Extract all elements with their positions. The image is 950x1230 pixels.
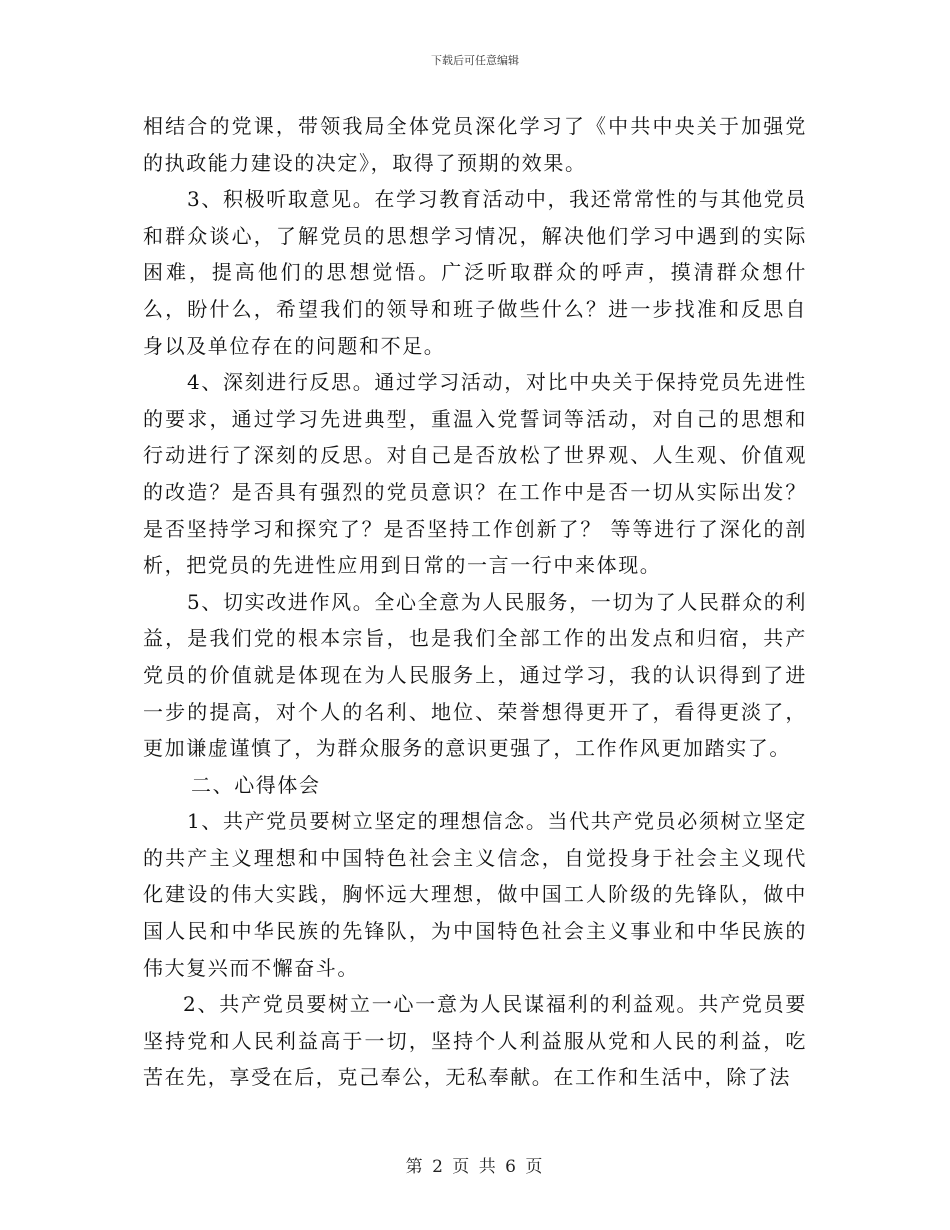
- paragraph-item-5: 5、切实改进作风。全心全意为人民服务，一切为了人民群众的利益，是我们党的根本宗旨，也是我们全部工作的出发点和归宿，共产党员的价值就是体现在为人民服务上，通过学习，我的认识得到了进一步的提高，对个人的名利、地位、荣誉想得更开了，看得更淡了，更加谦虚谨慎了，为群众服务的意识更强了，工作作风更加踏实了。: [143, 589, 807, 761]
- paragraph-continuation: 相结合的党课，带领我局全体党员深化学习了《中共中央关于加强党的执政能力建设的决定》，取得了预期的效果。: [143, 114, 807, 175]
- page-footer-number: 第 2 页 共 6 页: [405, 1157, 545, 1177]
- paragraph-insight-1: 1、共产党员要树立坚定的理想信念。当代共产党员必须树立坚定的共产主义理想和中国特色社会主义信念，自觉投身于社会主义现代化建设的伟大实践，胸怀远大理想，做中国工人阶级的先锋队，做中国人民和中华民族的先锋队，为中国特色社会主义事业和中华民族的伟大复兴而不懈奋斗。: [143, 809, 807, 980]
- document-body: [143, 108, 807, 1096]
- paragraph-item-4: 4、深刻进行反思。通过学习活动，对比中央关于保持党员先进性的要求，通过学习先进典型，重温入党誓词等活动，对自己的思想和行动进行了深刻的反思。对自己是否放松了世界观、人生观、价值观的改造？是否具有强烈的党员意识？在工作中是否一切从实际出发？是否坚持学习和探究了？是否坚持工作创新了？ 等等进行了深化的剖析，把党员的先进性应用到日常的一言一行中来体现。: [143, 370, 807, 578]
- paragraph-item-3: 3、积极听取意见。在学习教育活动中，我还常常性的与其他党员和群众谈心，了解党员的思想学习情况，解决他们学习中遇到的实际困难，提高他们的思想觉悟。广泛听取群众的呼声，摸清群众想什么，盼什么，希望我们的领导和班子做些什么？进一步找准和反思自身以及单位存在的问题和不足。: [143, 187, 807, 358]
- page-header: 下载后可任意编辑: [431, 54, 519, 67]
- section-heading: 二、心得体会: [191, 772, 321, 797]
- paragraph-insight-2: 2、共产党员要树立一心一意为人民谋福利的利益观。共产党员要坚持党和人民利益高于一切，坚持个人利益服从党和人民的利益，吃苦在先，享受在后，克己奉公，无私奉献。在工作和生活中，除了法: [143, 992, 807, 1090]
